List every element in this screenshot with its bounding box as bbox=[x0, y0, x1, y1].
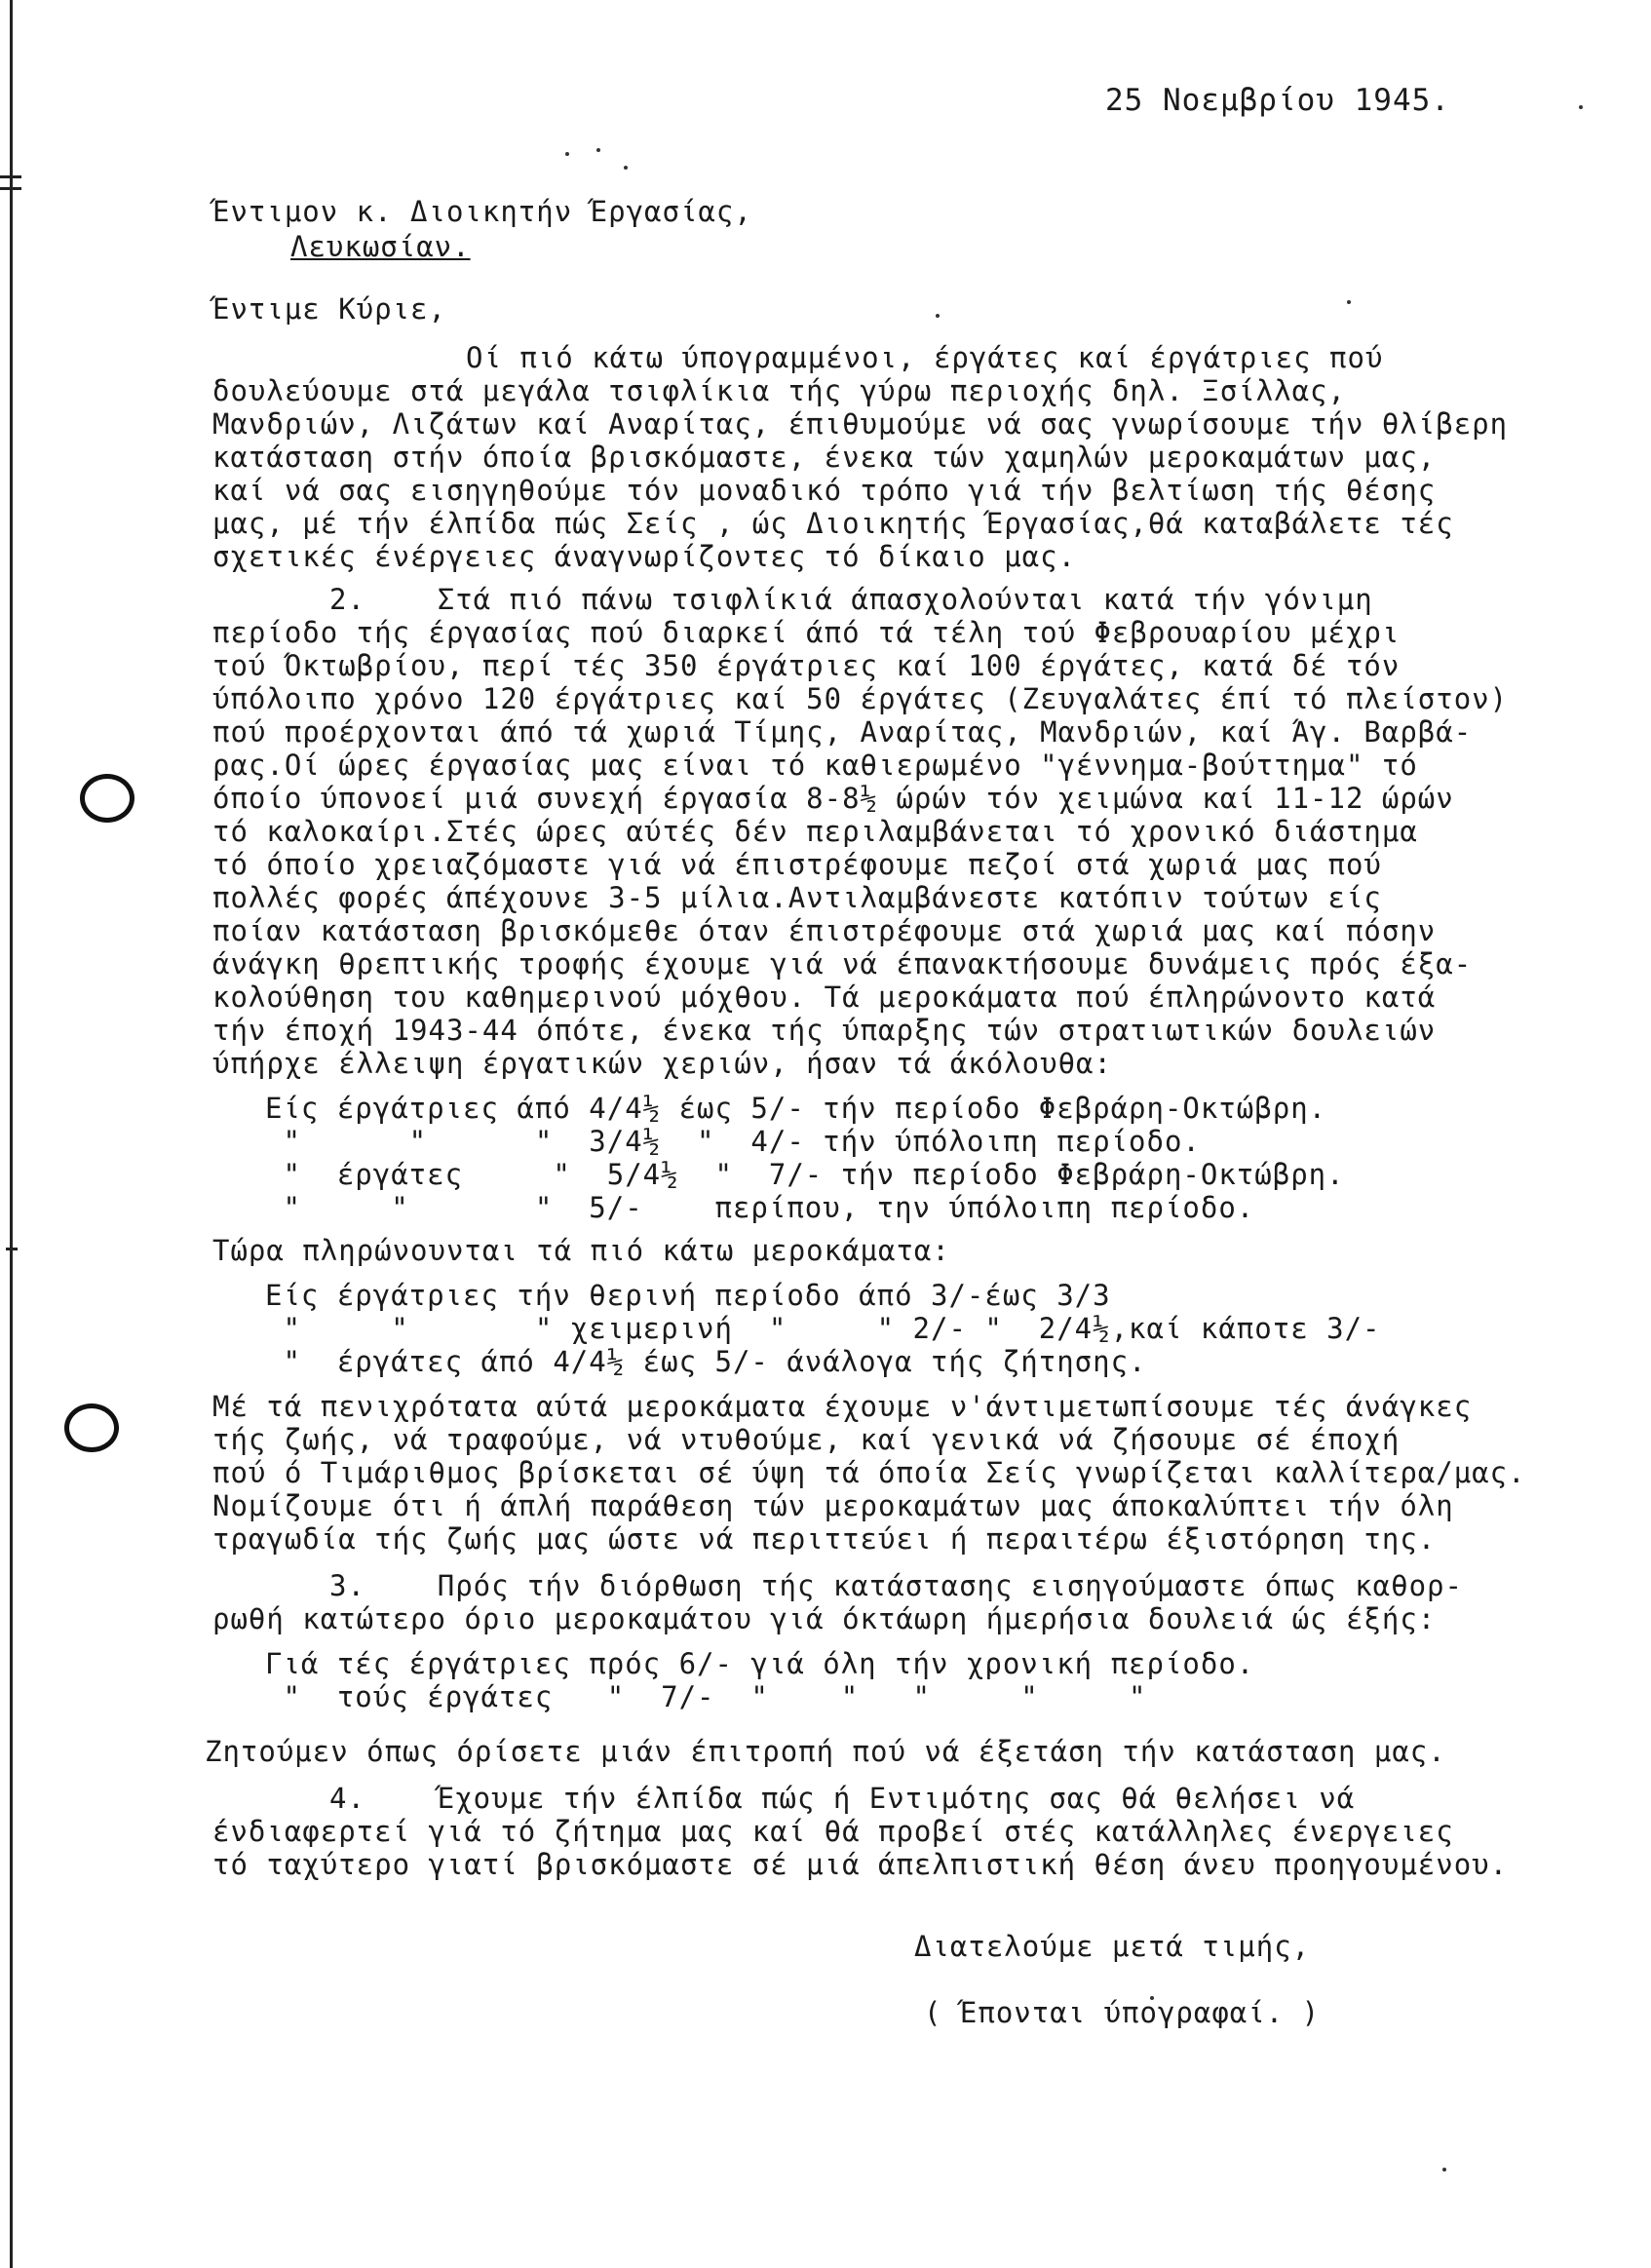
letter-date: 25 Νοεμβρίου 1945. bbox=[1105, 83, 1450, 118]
para2-line: άνάγκη θρεπτικής τροφής έχουμε γιά νά έπανακτήσουμε δυνάμεις πρός έξα- bbox=[212, 947, 1473, 980]
closing: Διατελούμε μετά τιμής, bbox=[914, 1930, 1311, 1963]
margin-mark bbox=[0, 187, 21, 190]
para1-line: μας, μέ τήν έλπίδα πώς Σείς , ώς Διοικητής Έργασίας,θά καταβάλετε τές bbox=[212, 507, 1454, 540]
para1-line: σχετικές ένέργειες άναγνωρίζοντες τό δίκαιο μας. bbox=[212, 540, 1077, 573]
wage-row: Είς έργάτριες τήν θερινή περίοδο άπό 3/-έως 3/3 bbox=[265, 1279, 1111, 1312]
wage-row: " τούς έργάτες " 7/- " " " " " bbox=[265, 1680, 1147, 1713]
request-line: Ζητούμεν όπως όρίσετε μιάν έπιτροπή πού νά έξετάση τήν κατάσταση μας. bbox=[205, 1735, 1446, 1768]
para2-line: πού προέρχονται άπό τά χωριά Τίμης, Αναρίτας, Μανδριών, καί Άγ. Βαρβά- bbox=[212, 715, 1473, 749]
wage-row: " έργάτες " 5/4½ " 7/- τήν περίοδο Φεβράρη-Οκτώβρη. bbox=[265, 1158, 1345, 1191]
wage-row: " έργάτες άπό 4/4½ έως 5/- άνάλογα τής ζήτησης. bbox=[265, 1345, 1147, 1378]
recipient-title: Έντιμον κ. Διοικητήν Έργασίας, bbox=[212, 195, 752, 228]
para2-line: τό καλοκαίρι.Στές ώρες αύτές δέν περιλαμβάνεται τό χρονικό διάστημα bbox=[212, 815, 1418, 848]
para1-line: Μανδριών, Λιζάτων καί Αναρίτας, έπιθυμούμε νά σας γνωρίσουμε τήν θλίβερη bbox=[212, 407, 1509, 441]
para-after-line: Μέ τά πενιχρότατα αύτά μεροκάματα έχουμε ν'άντιμετωπίσουμε τές άνάγκες bbox=[212, 1390, 1473, 1423]
punch-hole-icon bbox=[80, 774, 134, 823]
margin-mark bbox=[0, 175, 21, 178]
para1-line: καί νά σας εισηγηθούμε τόν μοναδικό τρόπο γιά τήν βελτίωση τής θέσης bbox=[212, 474, 1437, 507]
para-after-line: πού ό Τιμάριθμος βρίσκεται σέ ύψη τά όποία Σείς γνωρίζεται καλλίτερα/μας. bbox=[212, 1456, 1526, 1489]
para-after-line: τραγωδία τής ζωής μας ώστε νά περιττεύει ή περαιτέρω έξιστόρηση της. bbox=[212, 1522, 1437, 1556]
para-after-line: τής ζωής, νά τραφούμε, νά ντυθούμε, καί γενικά νά ζήσουμε σέ έποχή bbox=[212, 1423, 1401, 1456]
para2-line: ύπήρχε έλλειψη έργατικών χεριών, ήσαν τά άκόλουθα: bbox=[212, 1047, 1112, 1080]
wages-now-intro: Τώρα πληρώνουνται τά πιό κάτω μεροκάματα: bbox=[212, 1234, 950, 1267]
para2-line: τό όποίο χρειαζόμαστε γιά νά έπιστρέφουμε πεζοί στά χωριά μας πού bbox=[212, 848, 1382, 881]
salutation: Έντιμε Κύριε, bbox=[212, 292, 446, 326]
para-after-line: Νομίζουμε ότι ή άπλή παράθεση τών μεροκαμάτων μας άποκαλύπτει τήν όλη bbox=[212, 1489, 1454, 1522]
wage-row: " " " 5/- περίπου, την ύπόλοιπη περίοδο. bbox=[265, 1191, 1255, 1224]
wage-row: " " " 3/4½ " 4/- τήν ύπόλοιπη περίοδο. bbox=[265, 1125, 1201, 1158]
margin-mark bbox=[6, 1248, 18, 1250]
para1-line: κατάσταση στήν όποία βρισκόμαστε, ένεκα τών χαμηλών μεροκαμάτων μας, bbox=[212, 441, 1437, 474]
wage-row: Γιά τές έργάτριες πρός 6/- γιά όλη τήν χρονική περίοδο. bbox=[265, 1647, 1255, 1680]
para2-line: ποίαν κατάσταση βρισκόμεθε όταν έπιστρέφουμε στά χωριά μας καί πόσην bbox=[212, 914, 1437, 947]
para2-line: ρας.Οί ώρες έργασίας μας είναι τό καθιερωμένο "γέννημα-βούττημα" τό bbox=[212, 749, 1418, 782]
punch-hole-icon bbox=[64, 1403, 119, 1452]
para4-line: τό ταχύτερο γιατί βρισκόμαστε σέ μιά άπελπιστική θέση άνευ προηγουμένου. bbox=[212, 1848, 1509, 1881]
para2-line: πολλές φορές άπέχουνε 3-5 μίλια.Αντιλαμβάνεστε κατόπιν τούτων είς bbox=[212, 881, 1382, 914]
para2-line: 2. Στά πιό πάνω τσιφλίκιά άπασχολούνται κατά τήν γόνιμη bbox=[329, 583, 1373, 616]
para2-line: ύπόλοιπο χρόνο 120 έργάτριες καί 50 έργάτες (Ζευγαλάτες έπί τό πλείστον) bbox=[212, 682, 1509, 715]
signatures-note: ( Έπονται ύπογραφαί. ) bbox=[924, 1996, 1321, 2029]
para2-line: τήν έποχή 1943-44 όπότε, ένεκα τής ύπαρξης τών στρατιωτικών δουλειών bbox=[212, 1014, 1437, 1047]
para1-line: Οί πιό κάτω ύπογραμμένοι, έργάτες καί έργάτριες πού bbox=[466, 341, 1384, 374]
para3-line: ρωθή κατώτερο όριο μεροκαμάτου γιά όκτάωρη ήμερήσια δουλειά ώς έξής: bbox=[212, 1602, 1437, 1635]
recipient-city: Λευκωσίαν. bbox=[290, 230, 471, 263]
para4-line: ένδιαφερτεί γιά τό ζήτημα μας καί θά προβεί στές κατάλληλες ένεργειες bbox=[212, 1815, 1454, 1848]
para2-line: τού Όκτωβρίου, περί τές 350 έργάτριες καί 100 έργάτες, κατά δέ τόν bbox=[212, 649, 1401, 682]
para1-line: δουλεύουμε στά μεγάλα τσιφλίκια τής γύρω περιοχής δηλ. Ξσίλλας, bbox=[212, 374, 1346, 407]
para2-line: περίοδο τής έργασίας πού διαρκεί άπό τά τέλη τού Φεβρουαρίου μέχρι bbox=[212, 616, 1401, 649]
para2-line: όποίο ύπονοεί μιά συνεχή έργασία 8-8½ ώρών τόν χειμώνα καί 11-12 ώρών bbox=[212, 782, 1454, 815]
para3-line: 3. Πρός τήν διόρθωση τής κατάστασης εισηγούμαστε όπως καθορ- bbox=[329, 1569, 1463, 1602]
para2-line: κολούθηση του καθημερινού μόχθου. Τά μεροκάματα πού έπληρώνοντο κατά bbox=[212, 980, 1437, 1014]
wage-row: " " " χειμερινή " " 2/- " 2/4½,καί κάποτε 3/- bbox=[265, 1312, 1381, 1345]
wage-row: Είς έργάτριες άπό 4/4½ έως 5/- τήν περίοδο Φεβράρη-Οκτώβρη. bbox=[265, 1092, 1327, 1125]
left-margin-rule bbox=[10, 0, 13, 2268]
para4-line: 4. Έχουμε τήν έλπίδα πώς ή Εντιμότης σας θά θελήσει νά bbox=[329, 1782, 1356, 1815]
